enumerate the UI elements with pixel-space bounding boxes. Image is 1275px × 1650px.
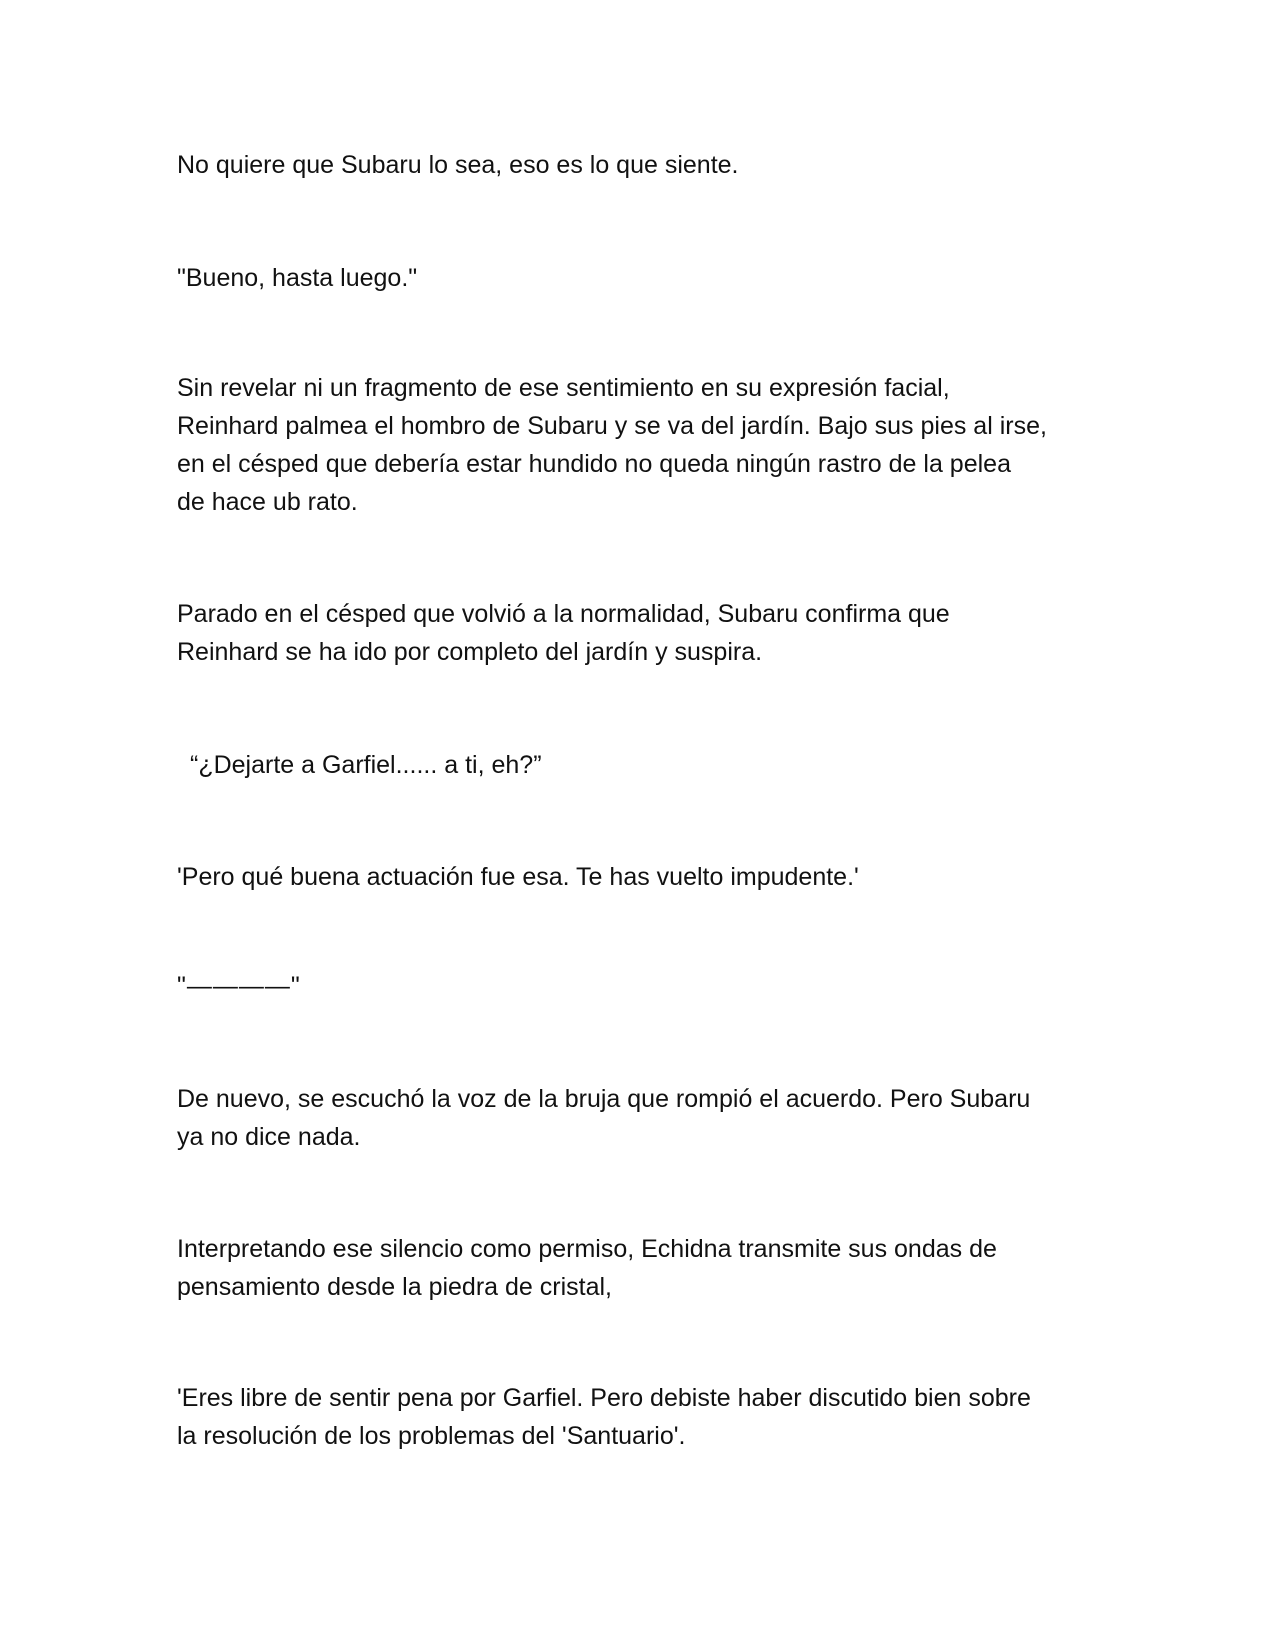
paragraph-9: Interpretando ese silencio como permiso, Echidna transmite sus ondas de pensamiento desde la piedra de cristal, [177, 1235, 997, 1301]
paragraph-6: 'Pero qué buena actuación fue esa. Te has vuelto impudente.' [177, 863, 859, 891]
paragraph-2: "Bueno, hasta luego." [177, 264, 418, 292]
paragraph-5: “¿Dejarte a Garfiel...... a ti, eh?” [190, 751, 542, 779]
paragraph-8: De nuevo, se escuchó la voz de la bruja que rompió el acuerdo. Pero Subaru ya no dice nada. [177, 1085, 1031, 1151]
paragraph-3: Sin revelar ni un fragmento de ese sentimiento en su expresión facial, Reinhard palmea el hombro de Subaru y se va del jardín. Bajo sus pies al irse, en el césped que debería estar hundido no queda ningún rastro de la pelea de hace ub rato. [177, 374, 1047, 516]
paragraph-10: 'Eres libre de sentir pena por Garfiel. Pero debiste haber discutido bien sobre la resolución de los problemas del 'Santuario'. [177, 1384, 1031, 1450]
paragraph-1: No quiere que Subaru lo sea, eso es lo que siente. [177, 151, 739, 179]
paragraph-7: "————" [177, 972, 301, 1000]
paragraph-4: Parado en el césped que volvió a la normalidad, Subaru confirma que Reinhard se ha ido por completo del jardín y suspira. [177, 600, 950, 666]
